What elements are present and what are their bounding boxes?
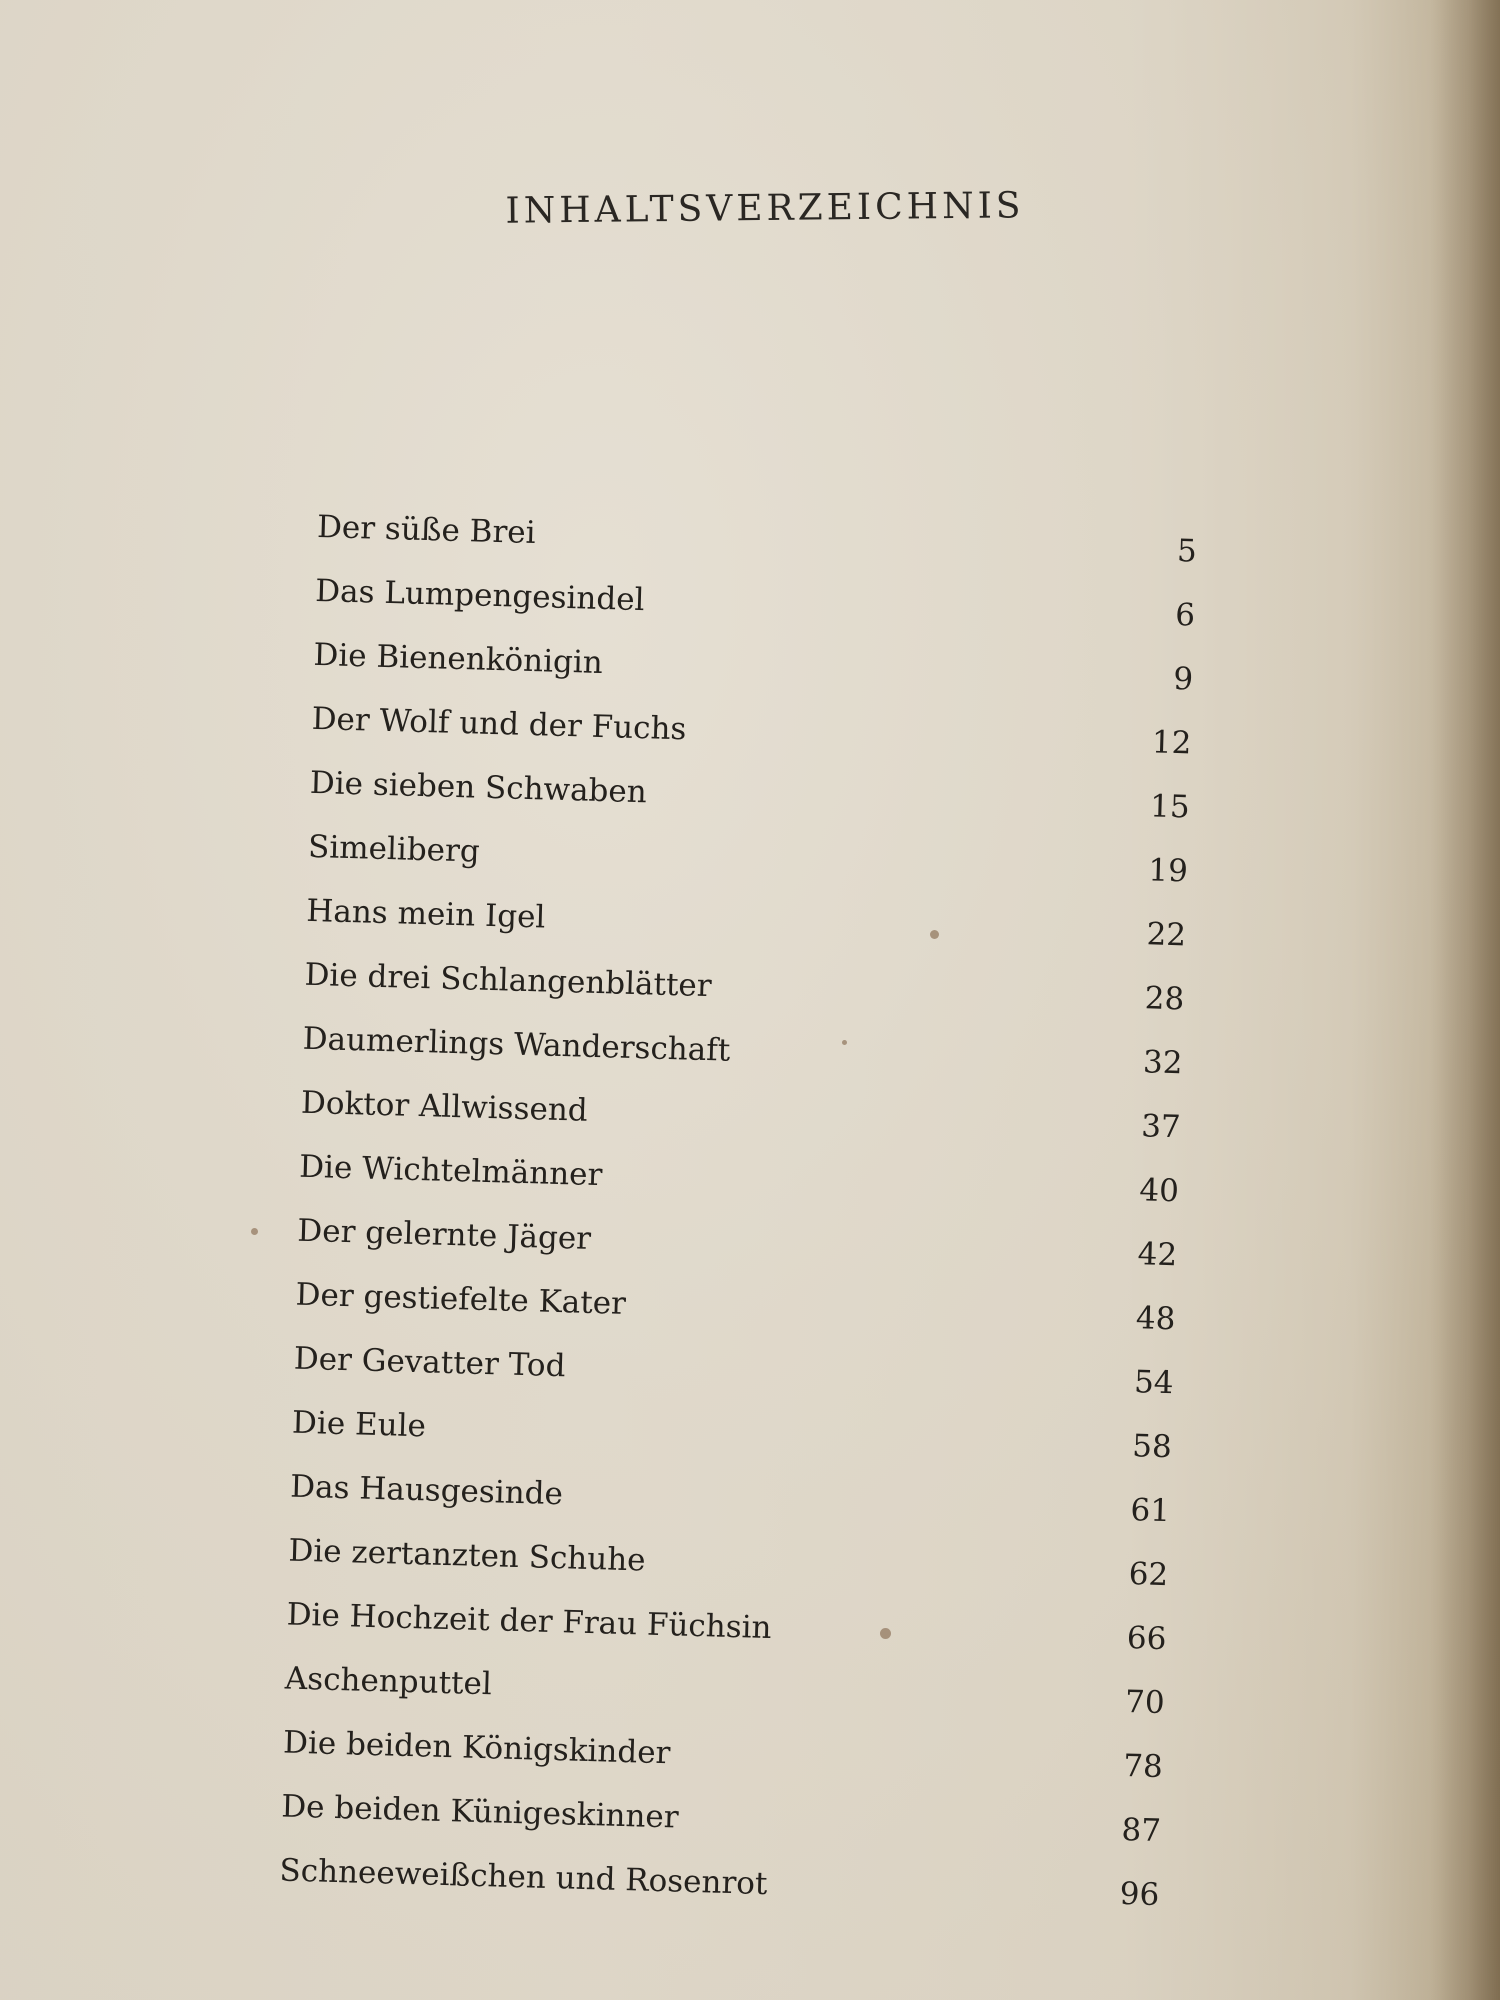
toc-entry-title: Der gestiefelte Kater <box>295 1276 627 1322</box>
toc-entry-page: 5 <box>1176 533 1198 570</box>
page-edge-shadow <box>1430 0 1500 2000</box>
toc-entry-title: Die Eule <box>291 1404 427 1445</box>
toc-entry-title: Der Gevatter Tod <box>293 1340 566 1385</box>
toc-entry-page: 9 <box>1172 660 1194 698</box>
toc-entry-title: Das Hausgesinde <box>289 1468 564 1513</box>
toc-entry-page: 78 <box>1122 1747 1164 1786</box>
toc-entry-title: Daumerlings Wanderschaft <box>302 1020 731 1069</box>
toc-entry-page: 48 <box>1135 1300 1176 1338</box>
toc-entry-page: 28 <box>1144 980 1185 1018</box>
toc-entry-page: 42 <box>1137 1236 1178 1274</box>
paper-speck <box>251 1228 258 1235</box>
toc-entry-page: 19 <box>1147 852 1189 890</box>
toc-entry-title: Die zertanzten Schuhe <box>288 1532 647 1579</box>
toc-entry-page: 61 <box>1130 1492 1171 1530</box>
toc-entry-title: Die drei Schlangenblätter <box>304 956 713 1005</box>
toc-entry-page: 37 <box>1140 1108 1182 1146</box>
toc-entry-page: 32 <box>1142 1044 1183 1082</box>
toc-entry-page: 40 <box>1138 1172 1180 1210</box>
toc-entry-page: 15 <box>1149 788 1191 826</box>
toc-entry-title: Das Lumpengesindel <box>314 572 645 619</box>
toc-entry-page: 54 <box>1133 1364 1175 1402</box>
toc-entry-title: Der gelernte Jäger <box>296 1212 592 1257</box>
toc-entry-title: Hans mein Igel <box>305 892 546 936</box>
toc-entry-page: 12 <box>1151 724 1192 762</box>
toc-entry-title: De beiden Künigeskinner <box>280 1788 680 1836</box>
toc-entry-title: Die sieben Schwaben <box>309 764 648 811</box>
toc-entry-title: Die beiden Königskinder <box>282 1724 671 1772</box>
toc-entry-page: 96 <box>1119 1875 1160 1914</box>
toc-entry-page: 6 <box>1174 596 1196 634</box>
toc-entry-page: 70 <box>1124 1684 1166 1722</box>
toc-entry-page: 58 <box>1131 1428 1173 1466</box>
toc-entry-title: Die Bienenkönigin <box>313 636 604 682</box>
toc-entry-page: 66 <box>1126 1620 1167 1658</box>
toc-entry-title: Die Hochzeit der Frau Füchsin <box>286 1596 773 1647</box>
toc-entry-page: 22 <box>1146 916 1187 954</box>
toc-entry-title: Schneeweißchen und Rosenrot <box>279 1852 768 1903</box>
toc-entry-title: Aschenputtel <box>284 1660 493 1703</box>
toc-entry-title: Der süße Brei <box>316 508 537 552</box>
toc-entry-page: 87 <box>1121 1811 1162 1850</box>
toc-entry-page: 62 <box>1128 1556 1169 1594</box>
page-title: INHALTSVERZEICHNIS <box>505 185 1025 232</box>
toc-entry-title: Doktor Allwissend <box>300 1084 589 1129</box>
toc-entry-title: Die Wichtelmänner <box>298 1148 603 1194</box>
toc-entry-title: Simeliberg <box>307 828 481 870</box>
toc-entry-title: Der Wolf und der Fuchs <box>311 700 687 748</box>
table-of-contents <box>279 495 1218 1928</box>
